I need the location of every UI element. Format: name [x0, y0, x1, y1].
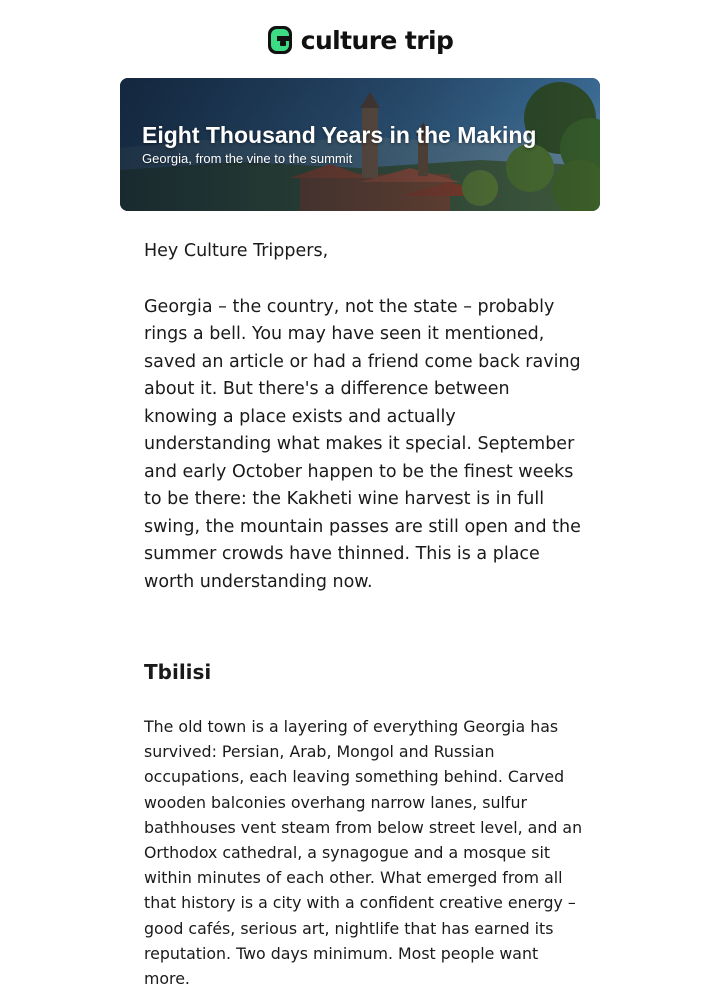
email-body — [144, 238, 584, 991]
hero-banner[interactable] — [120, 78, 600, 211]
section-heading-tbilisi: Tbilisi — [144, 660, 212, 684]
hero-subtitle: Georgia, from the vine to the summit — [142, 151, 353, 166]
email-header — [0, 20, 720, 60]
section-body-tbilisi: The old town is a layering of everything Georgia has survived: Persian, Arab, Mongol and Russian occupations, each leaving something behind. Carved wooden balconies overhang narrow lanes, sulfur bathhouses vent steam from below street level, and an Orthodox cathedral, a synagogue and a mosque sit within minutes of each other. What emerged from all that history is a city with a confident creative energy – good cafés, serious art, nightlife that has earned its reputation. Two days minimum. Most people want more. — [144, 717, 583, 989]
intro-paragraph: Georgia – the country, not the state – probably rings a bell. You may have seen it mentioned, saved an article or had a friend come back raving about it. But there's a difference between knowing a place exists and actually understanding what makes it special. September and early October happen to be the finest weeks to be there: the Kakheti wine harvest is in full swing, the mountain passes are still open and the summer crowds have thinned. This is a place worth understanding now. — [144, 296, 581, 592]
greeting: Hey Culture Trippers, — [144, 241, 329, 261]
culture-trip-logo-icon[interactable] — [267, 25, 293, 55]
hero-title: Eight Thousand Years in the Making — [142, 122, 537, 148]
brand-name[interactable]: culture trip — [300, 25, 454, 55]
